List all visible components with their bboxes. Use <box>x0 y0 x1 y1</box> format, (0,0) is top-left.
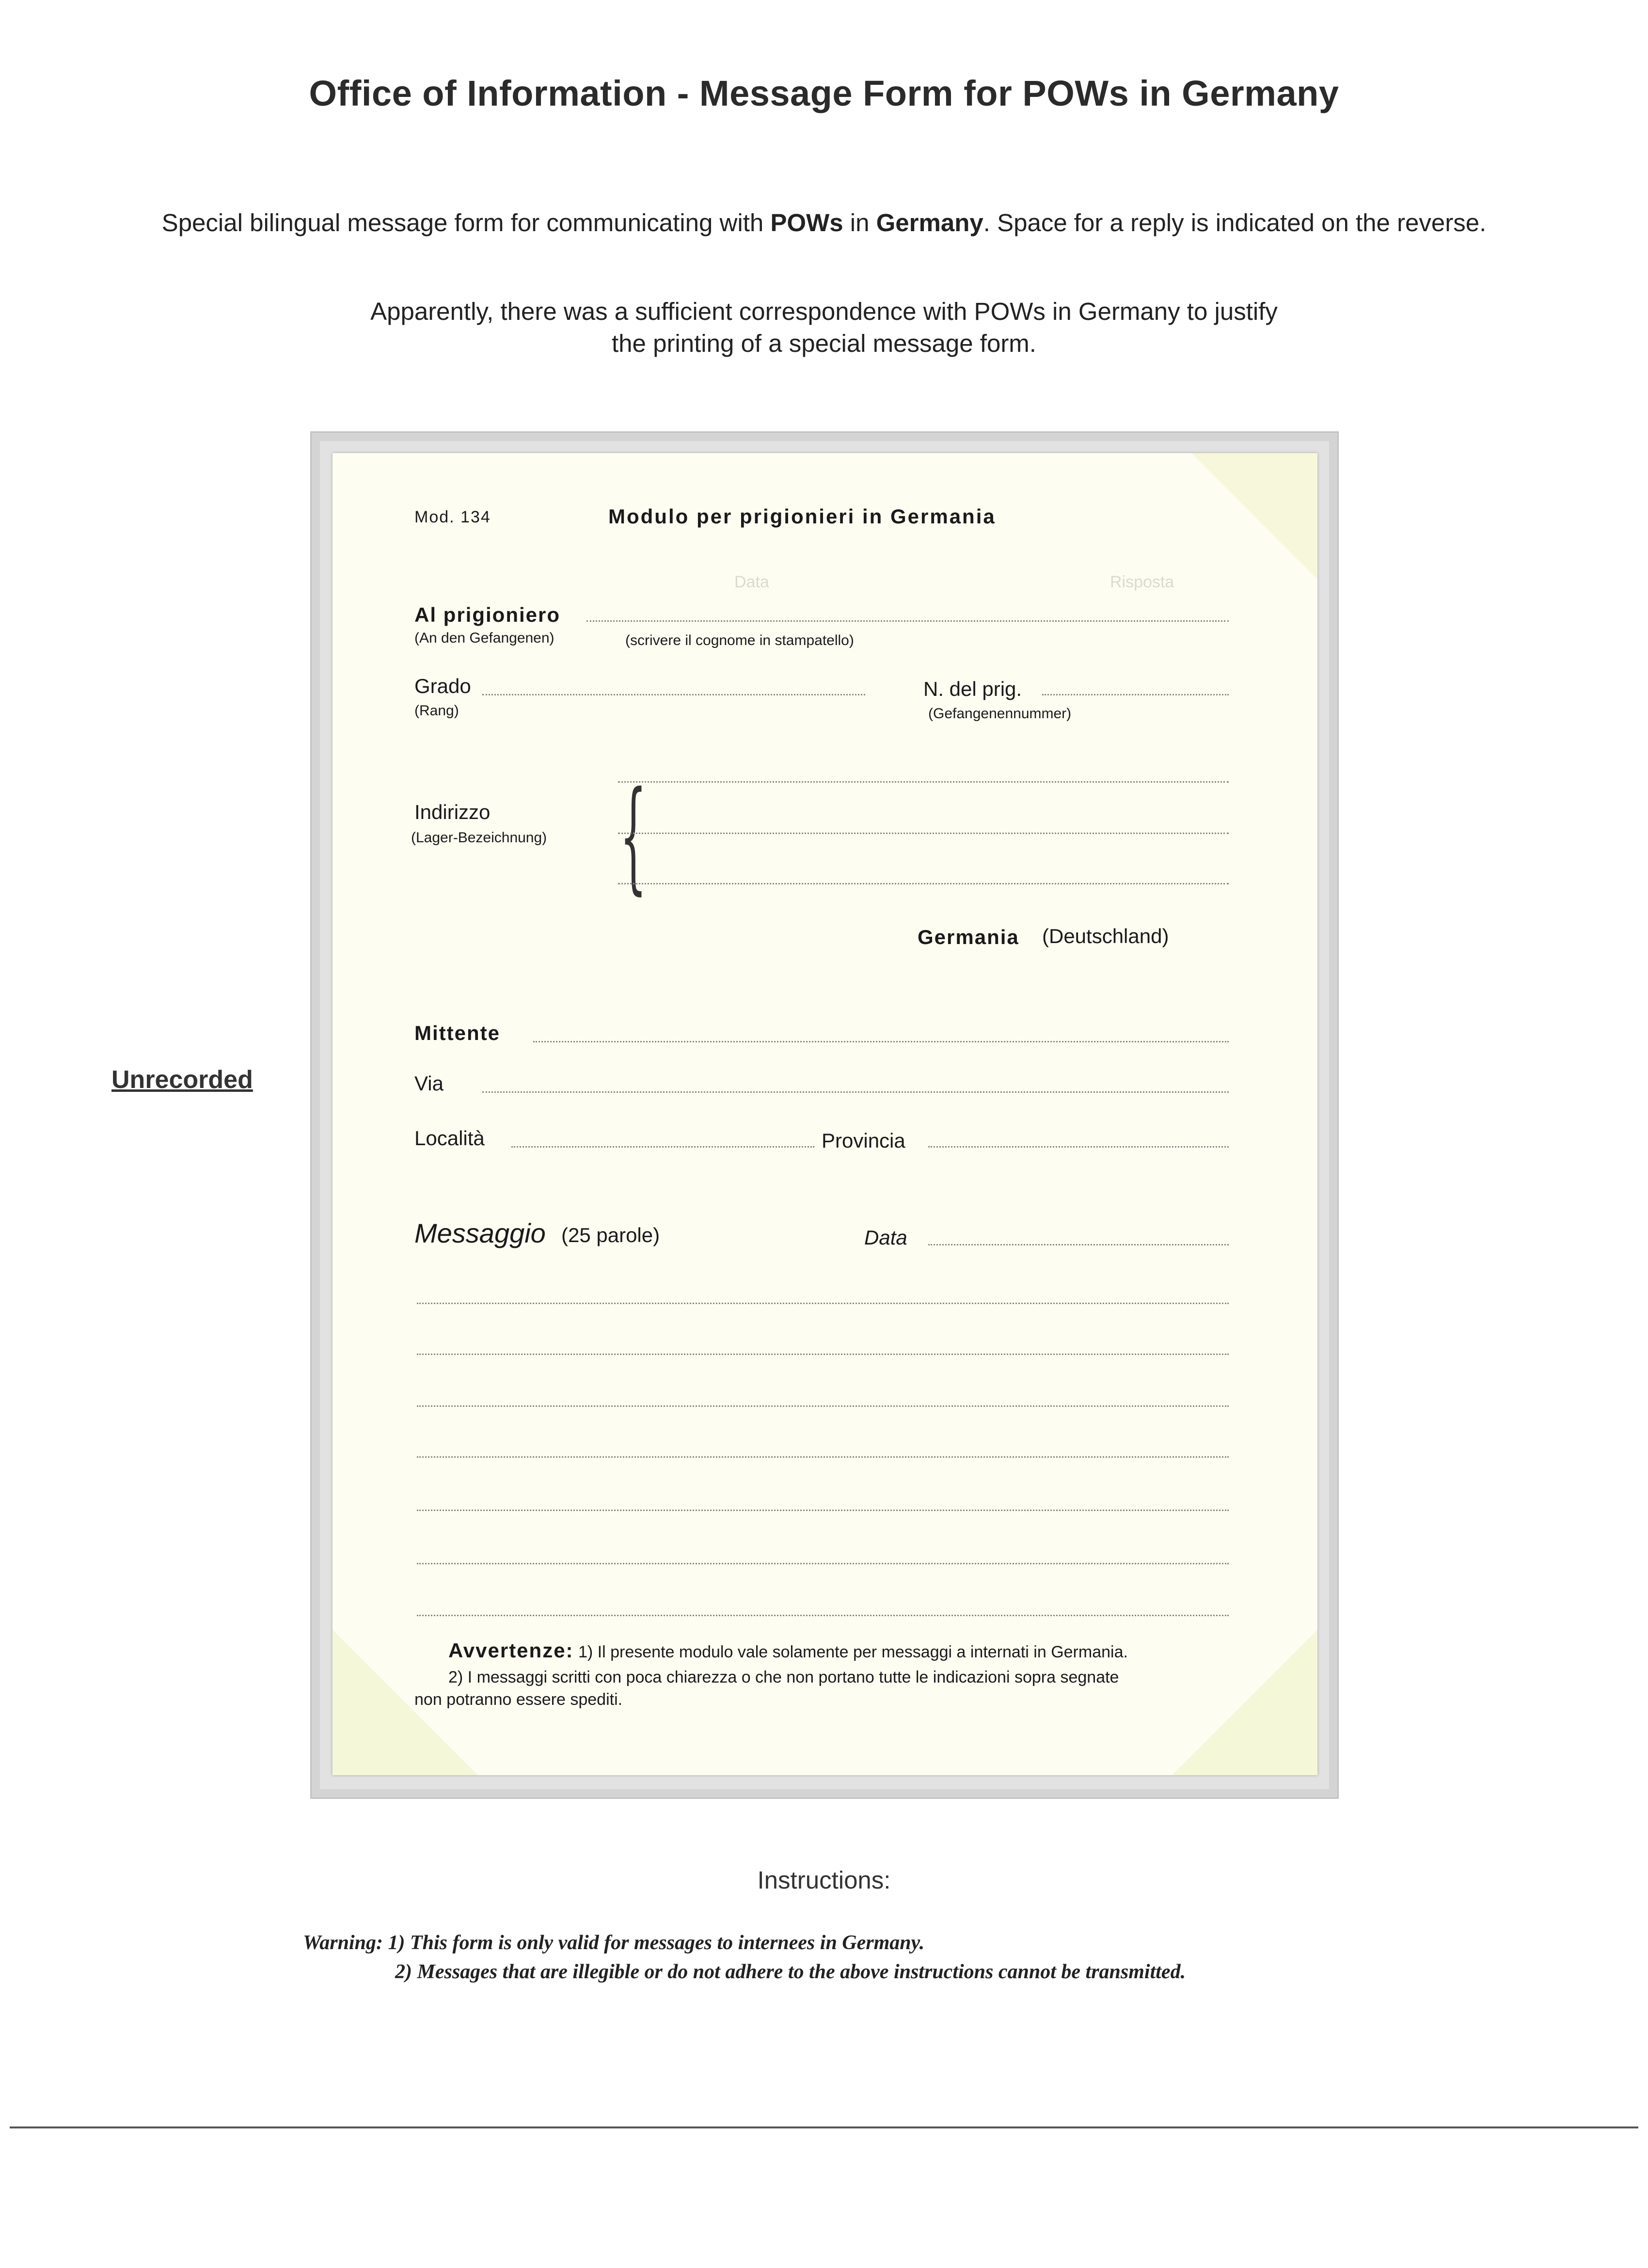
address-label: Indirizzo <box>414 801 491 823</box>
prisoner-label: Al prigioniero <box>414 603 560 626</box>
message-form <box>333 453 1317 1775</box>
locality-label: Località <box>414 1127 485 1150</box>
prisoner-number-field[interactable] <box>1042 694 1229 695</box>
page-note <box>291 296 1357 360</box>
date-label: Data <box>864 1226 907 1249</box>
address-sub-label: (Lager-Bezeichnung) <box>411 830 547 846</box>
message-sub-label: (25 parole) <box>561 1224 660 1246</box>
description-text-1: Special bilingual message form for communicating with <box>161 209 771 236</box>
date-field[interactable] <box>928 1244 1229 1245</box>
translation-warning-1: Warning: 1) This form is only valid for messages to internees in Germany. <box>303 1932 925 1954</box>
bottom-divider <box>10 2126 1638 2128</box>
description-text-3: . Space for a reply is indicated on the reverse. <box>983 209 1487 236</box>
prisoner-number-label: N. del prig. <box>923 677 1022 700</box>
description-bold-germany: Germany <box>876 209 983 236</box>
street-label: Via <box>414 1072 444 1095</box>
page-description <box>0 208 1648 237</box>
address-brace: { <box>619 765 647 906</box>
instructions-title: Instructions: <box>757 1866 891 1894</box>
corner-mount-top-right <box>1191 453 1317 579</box>
unrecorded-label: Unrecorded <box>111 1066 253 1094</box>
message-line[interactable] <box>417 1510 1229 1511</box>
note-line-1: Apparently, there was a sufficient correspondence with POWs in Germany to justify <box>370 298 1278 325</box>
form-warnings-title: Avvertenze: <box>448 1639 574 1662</box>
message-line[interactable] <box>417 1405 1229 1407</box>
message-line[interactable] <box>417 1354 1229 1355</box>
translation-warning-2: 2) Messages that are illegible or do not adhere to the above instructions cannot be transmitted. <box>395 1961 1186 1983</box>
street-field[interactable] <box>482 1091 1229 1093</box>
form-warnings-line-1 <box>448 1639 1128 1663</box>
form-title: Modulo per prigionieri in Germania <box>608 505 996 528</box>
country-label: Germania <box>918 926 1019 948</box>
message-line[interactable] <box>417 1303 1229 1304</box>
address-field-line-1[interactable] <box>618 781 1229 783</box>
description-bold-pows: POWs <box>770 209 843 236</box>
form-faint-text-right: Risposta <box>1110 573 1174 591</box>
message-line[interactable] <box>417 1456 1229 1458</box>
address-field-line-3[interactable] <box>618 883 1229 884</box>
message-line[interactable] <box>417 1615 1229 1616</box>
prisoner-hint: (scrivere il cognome in stampatello) <box>625 632 854 648</box>
form-warning-1: 1) Il presente modulo vale solamente per messaggi a internati in Germania. <box>578 1643 1128 1661</box>
sender-field[interactable] <box>533 1041 1229 1042</box>
country-sub-label: (Deutschland) <box>1042 925 1169 947</box>
message-label: Messaggio <box>414 1218 546 1248</box>
rank-sub-label: (Rang) <box>414 703 459 719</box>
address-field-line-2[interactable] <box>618 833 1229 834</box>
message-line[interactable] <box>417 1563 1229 1564</box>
prisoner-field[interactable] <box>586 620 1229 622</box>
sender-label: Mittente <box>414 1022 500 1044</box>
corner-mount-bottom-right <box>1172 1630 1317 1775</box>
prisoner-sub-label: (An den Gefangenen) <box>414 630 555 646</box>
locality-field[interactable] <box>511 1146 814 1148</box>
prisoner-number-sub-label: (Gefangenennummer) <box>928 706 1072 722</box>
note-line-2: the printing of a special message form. <box>612 330 1036 357</box>
province-field[interactable] <box>928 1146 1229 1148</box>
form-warning-3: non potranno essere spediti. <box>414 1690 623 1709</box>
description-text-2: in <box>843 209 876 236</box>
form-faint-text-left: Data <box>734 573 769 591</box>
rank-label: Grado <box>414 675 471 697</box>
page-title: Office of Information - Message Form for POWs in Germany <box>309 73 1339 113</box>
form-warning-2: 2) I messaggi scritti con poca chiarezza o che non portano tutte le indicazioni sopra segnate <box>448 1668 1119 1686</box>
form-mod-number: Mod. 134 <box>414 508 491 526</box>
rank-field[interactable] <box>482 694 865 695</box>
province-label: Provincia <box>822 1129 905 1152</box>
